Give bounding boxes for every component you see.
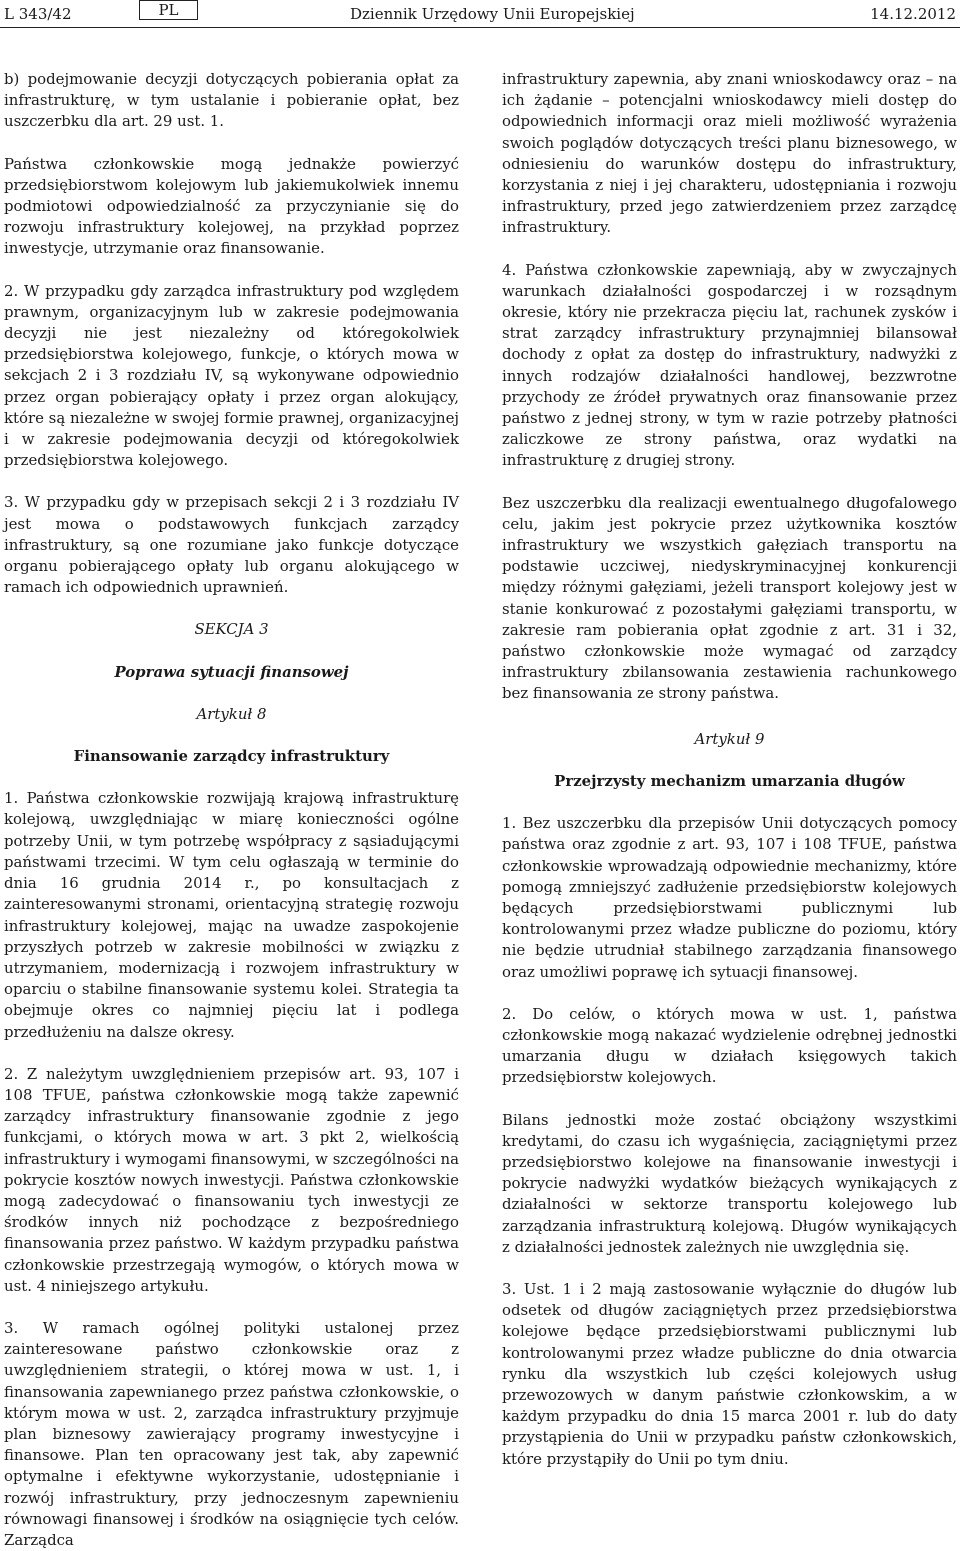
journal-title: Dziennik Urzędowy Unii Europejskiej [350, 5, 635, 23]
language-badge: PL [139, 0, 198, 20]
article-9-label: Artykuł 9 [694, 729, 765, 748]
article-8-label: Artykuł 8 [196, 704, 267, 723]
page-reference: L 343/42 [4, 5, 72, 23]
paragraph-right-5: 2. Do celów, o których mowa w ust. 1, państwa członkowskie mogą nakazać wydzielenie odrębnej jednostki umarzania długu w działach księgowych takich przedsiębiorstw kolejowych. [502, 1004, 957, 1087]
paragraph-right-7: 3. Ust. 1 i 2 mają zastosowanie wyłącznie do długów lub odsetek od długów zaciągniętych przez przedsiębiorstwa kolejowe będące przedsiębiorstwami publicznymi lub kontrolowanymi przez władze publiczne do dnia otwarcia rynku dla wszystkich lub części kolejowych usług przewozowych w danym państwie członkowskim, a w każdym przypadku do dnia 15 marca 2001 r. lub do daty przystąpienia do Unii w przypadku państw członkowskich, które przystąpiły do Unii po tym dniu. [502, 1279, 957, 1468]
paragraph-right-2: 4. Państwa członkowskie zapewniają, aby w zwyczajnych warunkach działalności gospodarczej i w rozsądnym okresie, który nie przekracza pięciu lat, rachunek zysków i strat zarządcy infrastruktury przynajmniej bilansował dochody z opłat za dostęp do infrastruktury, nadwyżki z innych rodzajów działalności handlowej, bezzwrotne przychody ze źródeł prywatnych oraz finansowanie przez państwo z jednej strony, w tym w razie potrzeby płatności zaliczkowe ze strony państwa, oraz wydatki na infrastrukturę z drugiej strony. [502, 260, 957, 470]
paragraph-left-4: 3. W przypadku gdy w przepisach sekcji 2 i 3 rozdziału IV jest mowa o podstawowych funkcjach zarządcy infrastruktury, są one rozumiane jako funkcje dotyczące organu pobierającego opłaty lub organu alokującego w ramach ich odpowiednich uprawnień. [4, 493, 459, 597]
section-label: SEKCJA 3 [194, 620, 269, 639]
paragraph-right-4: 1. Bez uszczerbku dla przepisów Unii dotyczących pomocy państwa oraz zgodnie z art. 93, 107 i 108 TFUE, państwa członkowskie wprowadzają odpowiednie mechanizmy, które pomogą zmniejszyć zadłużenie przedsiębiorstw kolejowych będących przedsiębiorstwami publicznymi lub kontrolowanymi przez władze publiczne do poziomu, który nie będzie utrudniał stabilnego zarządzania finansowego oraz umożliwi poprawę ich sytuacji finansowej. [502, 814, 957, 981]
right-column [502, 69, 957, 1470]
paragraph-right-3: Bez uszczerbku dla realizacji ewentualnego długofalowego celu, jakim jest pokrycie przez użytkownika kosztów infrastruktury we wszystkich gałęziach transportu na podstawie uczciwej, niedyskryminacyjnej konkurencji między różnymi gałęziami, jeżeli transport kolejowy jest w stanie konkurować z pozostałymi gałęziami transportu, w zakresie ram pobierania opłat zgodnie z art. 31 i 32, państwo członkowskie może wymagać od zarządcy infrastruktury zbilansowania zestawienia rachunkowego bez finansowania ze strony państwa. [502, 493, 957, 703]
section-title: Poprawa sytuacji finansowej [114, 662, 349, 681]
paragraph-right-6: Bilans jednostki może zostać obciążony wszystkimi kredytami, do czasu ich wygaśnięcia, zaciągniętymi przez przedsiębiorstwo kolejowe na finansowanie inwestycji i pokrycie nadwyżki wydatków bieżących wynikających z działalności w sektorze transportu kolejowego lub zarządzania infrastrukturą kolejową. Długów wynikających z działalności jednostek zależnych nie uwzględnia się. [502, 1110, 957, 1256]
article-8-title: Finansowanie zarządcy infrastruktury [73, 747, 390, 766]
paragraph-right-1: infrastruktury zapewnia, aby znani wnioskodawcy oraz – na ich żądanie – potencjalni wnioskodawcy mieli dostęp do odpowiednich informacji oraz mieli możliwość wyrażenia swoich poglądów dotyczących treści planu biznesowego, w odniesieniu do warunków dostępu do infrastruktury, korzystania z niej i jej charakteru, udostępniania i rozwoju infrastruktury, przed jego zatwierdzeniem przez zarządcę infrastruktury. [502, 70, 957, 237]
article-9-title: Przejrzysty mechanizm umarzania długów [554, 771, 905, 790]
paragraph-left-1: b) podejmowanie decyzji dotyczących pobierania opłat za infrastrukturę, w tym ustalanie i pobieranie opłat, bez uszczerbku dla art. 29 ust. 1. [4, 70, 459, 131]
left-column [4, 69, 459, 1551]
page-header [0, 0, 960, 40]
header-divider [0, 27, 960, 28]
paragraph-left-2: Państwa członkowskie mogą jednakże powierzyć przedsiębiorstwom kolejowym lub jakiemukolwiek innemu podmiotowi odpowiedzialność za przyczynianie się do rozwoju infrastruktury kolejowej, na przykład poprzez inwestycje, utrzymanie oraz finansowanie. [4, 154, 459, 258]
paragraph-left-5: 1. Państwa członkowskie rozwijają krajową infrastrukturę kolejową, uwzględniając w miarę konieczności ogólne potrzeby Unii, w tym potrzebę współpracy z sąsiadującymi państwami trzecimi. W tym celu ogłaszają w terminie do dnia 16 grudnia 2014 r., po konsultacjach z zainteresowanymi stronami, orientacyjną strategię rozwoju infrastruktury kolejowej, mając na uwadze zaspokojenie przyszłych potrzeb w zakresie mobilności w związku z utrzymaniem, modernizacją i rozwojem infrastruktury w oparciu o stabilne finansowanie systemu kolei. Strategia ta obejmuje okres co najmniej pięciu lat i podlega przedłużeniu na dalsze okresy. [4, 789, 459, 1041]
publication-date: 14.12.2012 [870, 5, 956, 23]
paragraph-left-7: 3. W ramach ogólnej polityki ustalonej przez zainteresowane państwo członkowskie oraz z uwzględnieniem strategii, o której mowa w ust. 1, i finansowania zapewnianego przez państwa członkowskie, o którym mowa w ust. 2, zarządca infrastruktury przyjmuje plan biznesowy zawierający programy inwestycyjne i finansowe. Plan ten opracowany jest tak, aby zapewnić optymalne i efektywne wykorzystanie, udostępnianie i rozwój infrastruktury, przy jednoczesnym zapewnieniu równowagi finansowej i środków na osiągnięcie tych celów. Zarządca [4, 1318, 459, 1549]
paragraph-left-6: 2. Z należytym uwzględnieniem przepisów art. 93, 107 i 108 TFUE, państwa członkowskie mogą także zapewnić zarządcy infrastruktury finansowanie zgodnie z jego funkcjami, o których mowa w art. 3 pkt 2, wielkością infrastruktury i wymogami finansowymi, w szczególności na pokrycie kosztów nowych inwestycji. Państwa członkowskie mogą zadecydować o finansowaniu tych inwestycji ze środków innych niż pochodzące z bezpośredniego finansowania przez państwo. W każdym przypadku państwa członkowskie przestrzegają wymogów, o których mowa w ust. 4 niniejszego artykułu. [4, 1064, 459, 1295]
paragraph-left-3: 2. W przypadku gdy zarządca infrastruktury pod względem prawnym, organizacyjnym lub w zakresie podejmowania decyzji nie jest niezależny od któregokolwiek przedsiębiorstwa kolejowego, funkcje, o których mowa w sekcjach 2 i 3 rozdziału IV, są wykonywane odpowiednio przez organ pobierający opłaty i przez organ alokujący, które są niezależne w swojej formie prawnej, organizacyjnej i w zakresie podejmowania decyzji od któregokolwiek przedsiębiorstwa kolejowego. [4, 281, 459, 470]
